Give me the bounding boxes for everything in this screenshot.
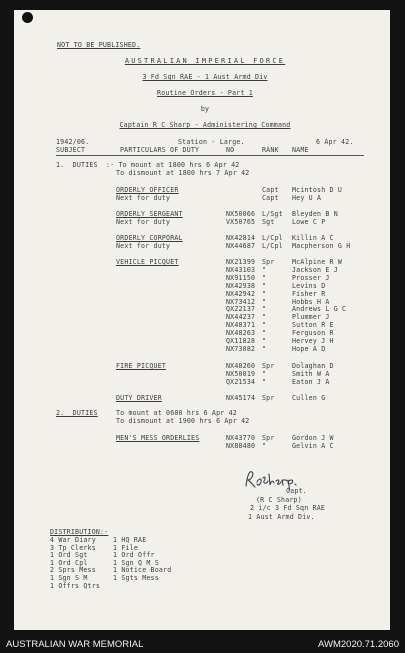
signatory-role: 2 i/c 3 Fd Sqn RAE bbox=[250, 504, 326, 512]
duty-row-rank: " bbox=[262, 313, 267, 322]
duty-row-rank: " bbox=[262, 265, 267, 274]
duty-row-name: Eaton J A bbox=[292, 378, 330, 386]
vehicle-picquet-title: VEHICLE PICQUET bbox=[116, 258, 179, 266]
duty-row-name: Hervey J H bbox=[292, 337, 334, 345]
duty-row-no: NX48263 bbox=[226, 329, 256, 338]
orderly-corporal-next-no: NX44687 bbox=[226, 242, 256, 250]
orderly-corporal-next: Next for duty bbox=[116, 242, 171, 250]
distribution-item: 1 File bbox=[113, 543, 139, 552]
mess-orderlies-title: MEN'S MESS ORDERLIES bbox=[116, 434, 200, 442]
orderly-sergeant-next: Next for duty bbox=[116, 218, 171, 226]
fire-picquet-title: FIRE PICQUET bbox=[116, 362, 167, 370]
duty-row-no: QX22137 bbox=[226, 305, 256, 314]
distribution-item: 3 Tp Clerks bbox=[50, 543, 96, 552]
duty-row-rank: Spr bbox=[262, 258, 275, 266]
duty-row-name: Prosser J bbox=[292, 273, 330, 282]
duty-row-no: NX48371 bbox=[226, 321, 256, 330]
duty-row-name: Andrews L G C bbox=[292, 305, 347, 314]
duty-row-no: NX48260 bbox=[226, 362, 256, 370]
station: Station - Large. bbox=[178, 138, 245, 146]
duty-row-no: QX11828 bbox=[226, 337, 256, 345]
duty-row-no: NX43103 bbox=[226, 265, 256, 274]
order-number: 1942/06. bbox=[56, 138, 90, 146]
orderly-sergeant-next-no: VX50765 bbox=[226, 218, 256, 226]
header-no: NO bbox=[226, 146, 235, 154]
order-date: 6 Apr 42. bbox=[316, 138, 354, 146]
document-title: AUSTRALIAN IMPERIAL FORCE bbox=[124, 57, 286, 65]
orderly-corporal-next-name: Macpherson G H bbox=[292, 242, 351, 250]
orderly-officer-next-name: Hey U A bbox=[292, 194, 322, 202]
orderly-sergeant-rank: L/Sgt bbox=[262, 210, 283, 218]
duty-row-name: Plummer J bbox=[292, 313, 330, 322]
orderly-sergeant-name: Bleyden B N bbox=[292, 210, 338, 218]
duty-row-no: QX21534 bbox=[226, 378, 256, 386]
distribution-item: 4 War Diary bbox=[50, 536, 96, 544]
orderly-officer-title: ORDERLY OFFICER bbox=[116, 186, 179, 194]
duty-row-name: Ferguson R bbox=[292, 329, 334, 338]
duty-row-name: Hope A D bbox=[292, 344, 326, 353]
orderly-corporal-title: ORDERLY CORPORAL bbox=[116, 234, 183, 242]
document-subtitle: 3 Fd Sqn RAE - 1 Aust Armd Div bbox=[142, 73, 268, 81]
duty-row-rank: " bbox=[262, 305, 267, 314]
orderly-corporal-next-rank: L/Cpl bbox=[262, 242, 283, 250]
distribution-item: 1 Sgts Mess bbox=[113, 574, 159, 582]
duty-row-name: McAlpine R W bbox=[292, 258, 343, 266]
by-text: by bbox=[200, 105, 210, 113]
duty-row-rank: " bbox=[262, 344, 267, 353]
duty-row-rank: " bbox=[262, 329, 267, 338]
duty-row-no: NX73412 bbox=[226, 297, 256, 306]
duties-2-dismount: To dismount at 1900 hrs 6 Apr 42 bbox=[116, 417, 250, 425]
duty-row-no: NX42942 bbox=[226, 289, 256, 298]
duty-driver-rank: Spr bbox=[262, 394, 275, 402]
duty-row-name: Smith W A bbox=[292, 370, 330, 378]
duty-row-rank: " bbox=[262, 297, 267, 306]
commander-line: Captain R C Sharp - Administering Command bbox=[119, 121, 291, 129]
distribution-item: 2 Sprs Mess bbox=[50, 566, 96, 575]
footer-bar bbox=[0, 636, 405, 653]
orderly-officer-next-rank: Capt bbox=[262, 194, 279, 202]
duties-2-label: 2. DUTIES bbox=[56, 409, 98, 417]
duty-row-rank: Spr bbox=[262, 434, 275, 442]
duty-row-no: NX73082 bbox=[226, 344, 256, 353]
duty-row-rank: " bbox=[262, 442, 267, 450]
orderly-sergeant-title: ORDERLY SERGEANT bbox=[116, 210, 183, 218]
header-subject: SUBJECT bbox=[56, 146, 86, 154]
duty-row-rank: " bbox=[262, 337, 267, 345]
footer-institution: AUSTRALIAN WAR MEMORIAL bbox=[6, 639, 144, 650]
signatory-unit: 1 Aust Armd Div. bbox=[248, 513, 315, 521]
distribution-item: 1 Sgn S M bbox=[50, 574, 88, 582]
duty-row-rank: " bbox=[262, 273, 267, 282]
not-published-notice: NOT TO BE PUBLISHED. bbox=[57, 41, 141, 49]
duties-1-dismount: To dismount at 1800 hrs 7 Apr 42 bbox=[116, 169, 250, 177]
routine-orders-heading: Routine Orders - Part 1 bbox=[157, 89, 253, 97]
duty-row-no: NX43770 bbox=[226, 434, 256, 442]
distribution-item: 1 Offrs Qtrs bbox=[50, 581, 101, 590]
duty-row-no: NX44237 bbox=[226, 313, 256, 322]
distribution-item: 1 HQ RAE bbox=[113, 536, 147, 544]
orderly-officer-name: Mcintosh D U bbox=[292, 186, 343, 194]
duties-1-mount: :- To mount at 1800 hrs 6 Apr 42 bbox=[106, 161, 240, 169]
duties-1-label: 1. DUTIES bbox=[56, 161, 98, 169]
orderly-sergeant-no: NX50066 bbox=[226, 210, 256, 218]
duty-row-name: Gordon J W bbox=[292, 434, 334, 442]
duty-row-name: Levins D bbox=[292, 281, 326, 290]
duty-driver-title: DUTY DRIVER bbox=[116, 394, 162, 402]
duties-2-mount: To mount at 0600 hrs 6 Apr 42 bbox=[116, 409, 237, 417]
duty-row-no: NX91150 bbox=[226, 273, 256, 282]
punch-hole bbox=[22, 12, 33, 23]
orderly-corporal-name: Killin A C bbox=[292, 234, 334, 242]
duty-row-rank: " bbox=[262, 370, 267, 378]
duty-row-rank: " bbox=[262, 289, 267, 298]
duty-row-no: NX21399 bbox=[226, 258, 256, 266]
header-rule bbox=[56, 155, 364, 156]
duty-driver-no: NX45174 bbox=[226, 394, 256, 402]
distribution-item: 1 Sgn Q M S bbox=[113, 558, 159, 567]
duty-row-name: Dolaghan D bbox=[292, 362, 334, 370]
footer-accession-number: AWM2020.71.2060 bbox=[318, 639, 399, 650]
duty-row-name: Sutton R E bbox=[292, 321, 334, 330]
orderly-corporal-rank: L/Cpl bbox=[262, 234, 283, 242]
distribution-item: 1 Notice Board bbox=[113, 566, 172, 575]
duty-row-name: Jackson E J bbox=[292, 265, 338, 274]
distribution-item: 1 Ord Sgt bbox=[50, 551, 88, 560]
distribution-item: 1 Ord Cpl bbox=[50, 558, 88, 567]
distribution-item: 1 Ord Offr bbox=[113, 551, 155, 560]
orderly-sergeant-next-name: Lowe C P bbox=[292, 218, 326, 226]
orderly-sergeant-next-rank: Sgt bbox=[262, 218, 275, 226]
duty-row-rank: " bbox=[262, 378, 267, 386]
orderly-officer-next: Next for duty bbox=[116, 194, 171, 202]
duty-row-name: Hobbs H A bbox=[292, 297, 330, 306]
duty-row-name: Gelvin A C bbox=[292, 442, 334, 450]
signatory-rank: Capt. bbox=[286, 487, 307, 495]
duty-driver-name: Cullen G bbox=[292, 394, 326, 402]
duty-row-no: NX50019 bbox=[226, 370, 256, 378]
duty-row-rank: " bbox=[262, 281, 267, 290]
duty-row-rank: " bbox=[262, 321, 267, 330]
distribution-title: DISTRIBUTION:- bbox=[50, 528, 109, 536]
header-name: NAME bbox=[292, 146, 309, 154]
orderly-corporal-no: NX42814 bbox=[226, 234, 256, 242]
orderly-officer-rank: Capt bbox=[262, 186, 279, 194]
header-particulars: PARTICULARS OF DUTY bbox=[120, 146, 200, 154]
signatory-name: (R C Sharp) bbox=[256, 496, 302, 504]
header-rank: RANK bbox=[262, 146, 279, 154]
duty-row-rank: Spr bbox=[262, 362, 275, 370]
duty-row-name: Fisher R bbox=[292, 289, 326, 298]
duty-row-no: NX42938 bbox=[226, 281, 256, 290]
duty-row-no: NX88480 bbox=[226, 442, 256, 450]
